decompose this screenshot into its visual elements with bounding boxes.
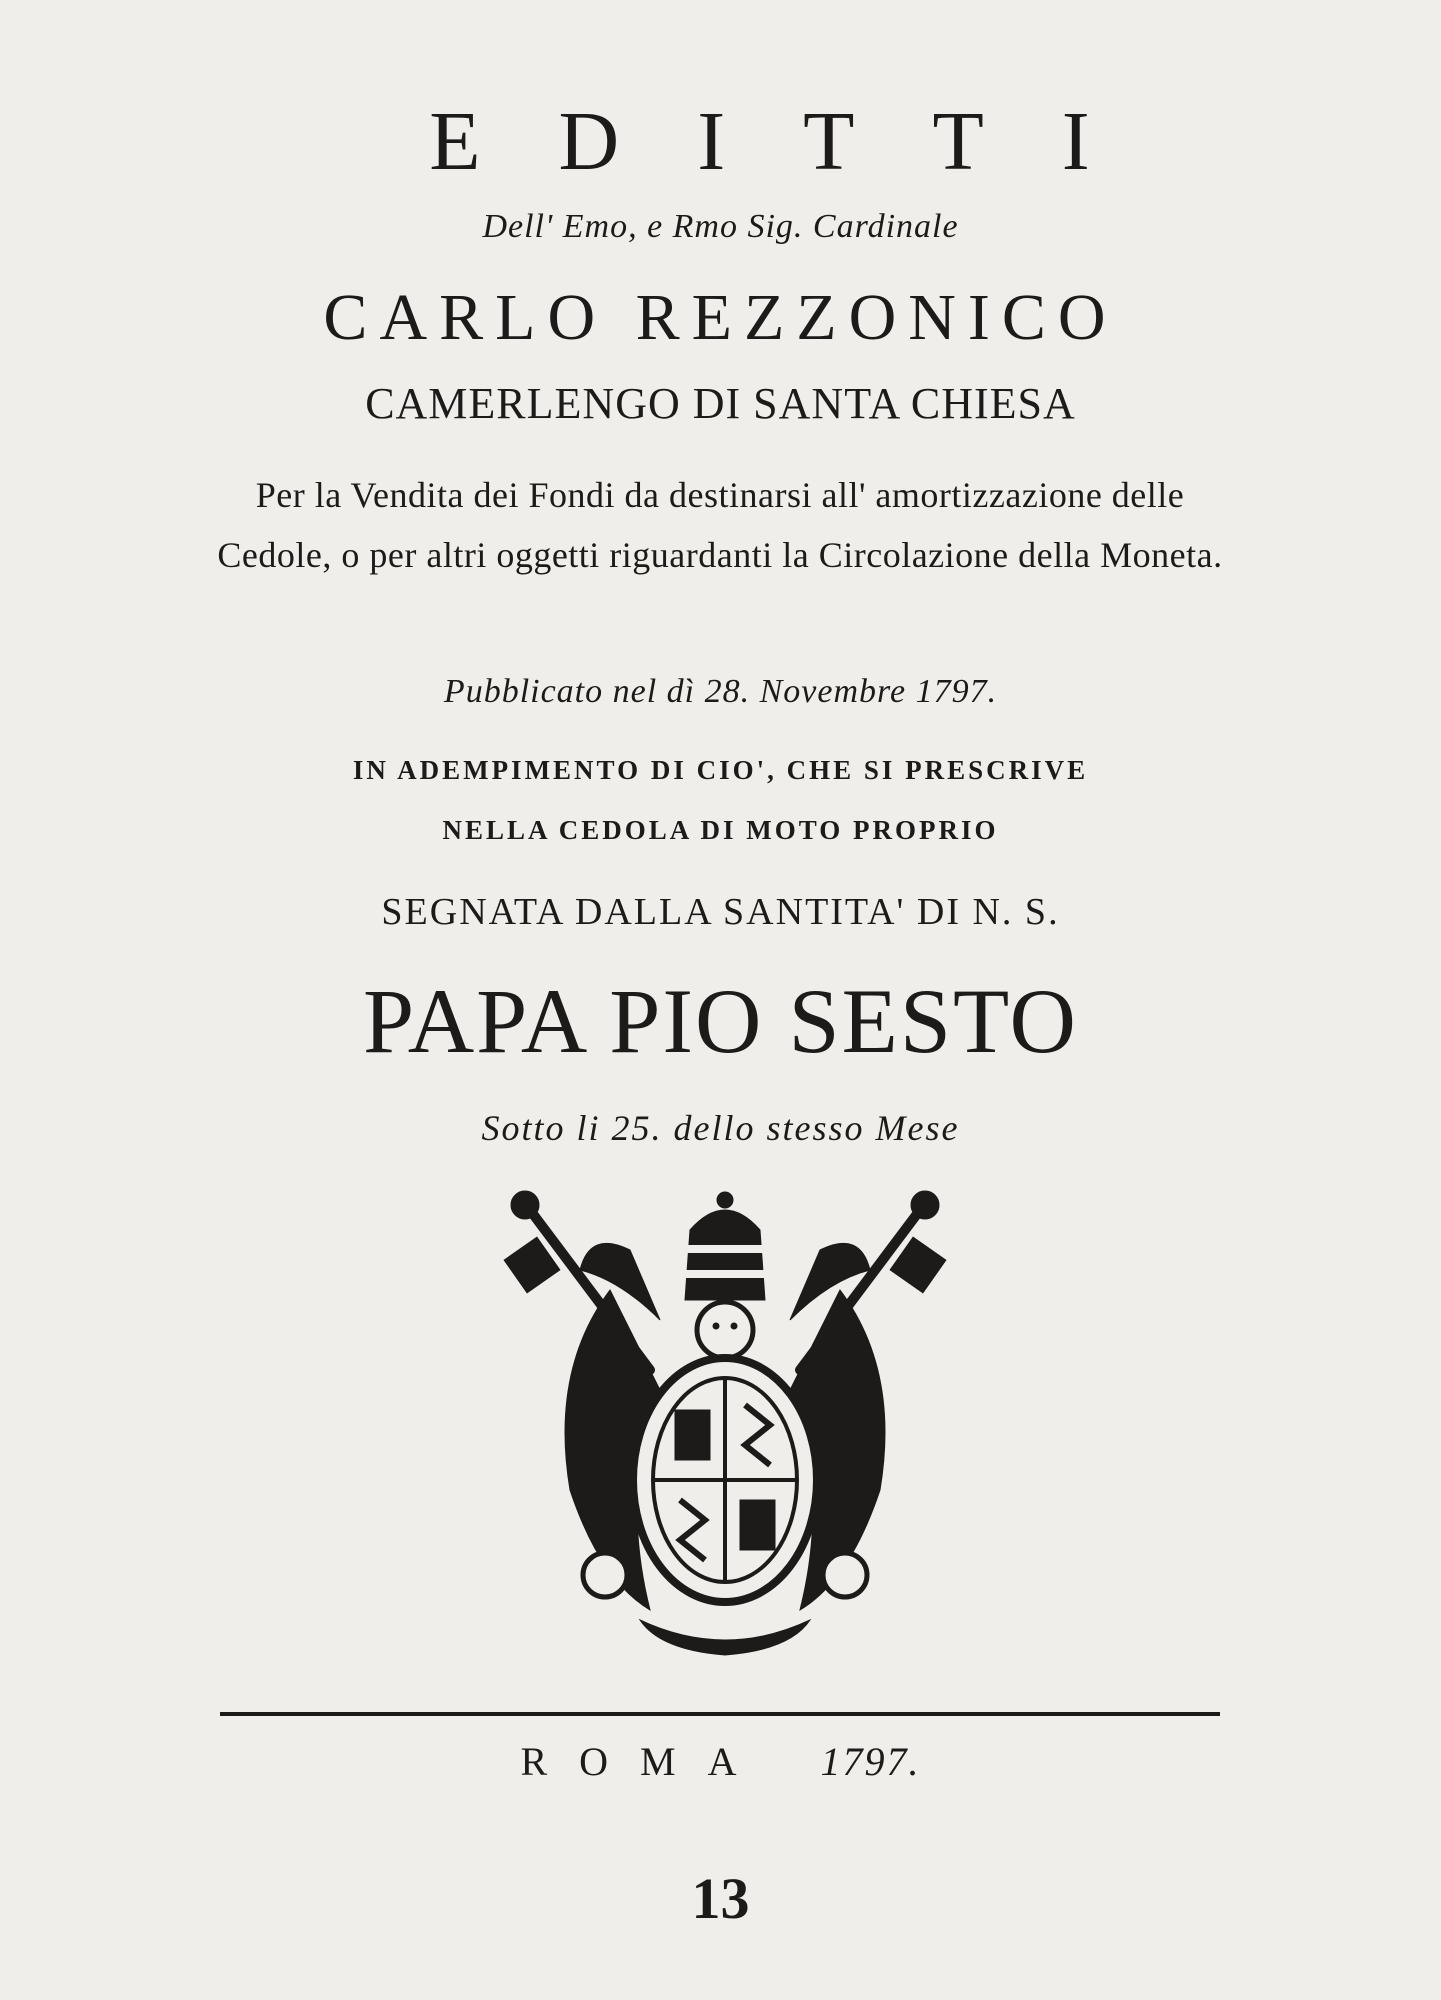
imprint-city: ROMA: [520, 1739, 769, 1784]
cardinal-subtitle: Dell' Emo, e Rmo Sig. Cardinale: [482, 208, 959, 245]
page-number: 13: [691, 1866, 750, 1931]
papal-coat-of-arms-icon: [490, 1190, 960, 1660]
purpose-paragraph: Per la Vendita dei Fondi da destinarsi all' amortizzazione delle Cedole, o per altri oggetti riguardanti la Circolazione della Moneta.: [217, 475, 1223, 575]
decree-line-3: SEGNATA DALLA SANTITA' DI N. S.: [381, 891, 1060, 933]
cardinal-office: CAMERLENGO DI SANTA CHIESA: [365, 379, 1076, 428]
decree-line-1: IN ADEMPIMENTO DI CIO', CHE SI PRESCRIVE: [352, 755, 1089, 785]
cardinal-name: CARLO REZZONICO: [323, 281, 1118, 354]
decree-line-2: NELLA CEDOLA DI MOTO PROPRIO: [442, 815, 999, 845]
date-line: Sotto li 25. dello stesso Mese: [481, 1108, 960, 1148]
publication-date: Pubblicato nel dì 28. Novembre 1797.: [443, 673, 998, 710]
imprint-line: [0, 1739, 1441, 1784]
horizontal-rule: [220, 1712, 1220, 1716]
pope-name: PAPA PIO SESTO: [363, 970, 1078, 1072]
imprint-year: 1797.: [820, 1739, 921, 1784]
document-title: EDITTI: [429, 95, 1168, 188]
